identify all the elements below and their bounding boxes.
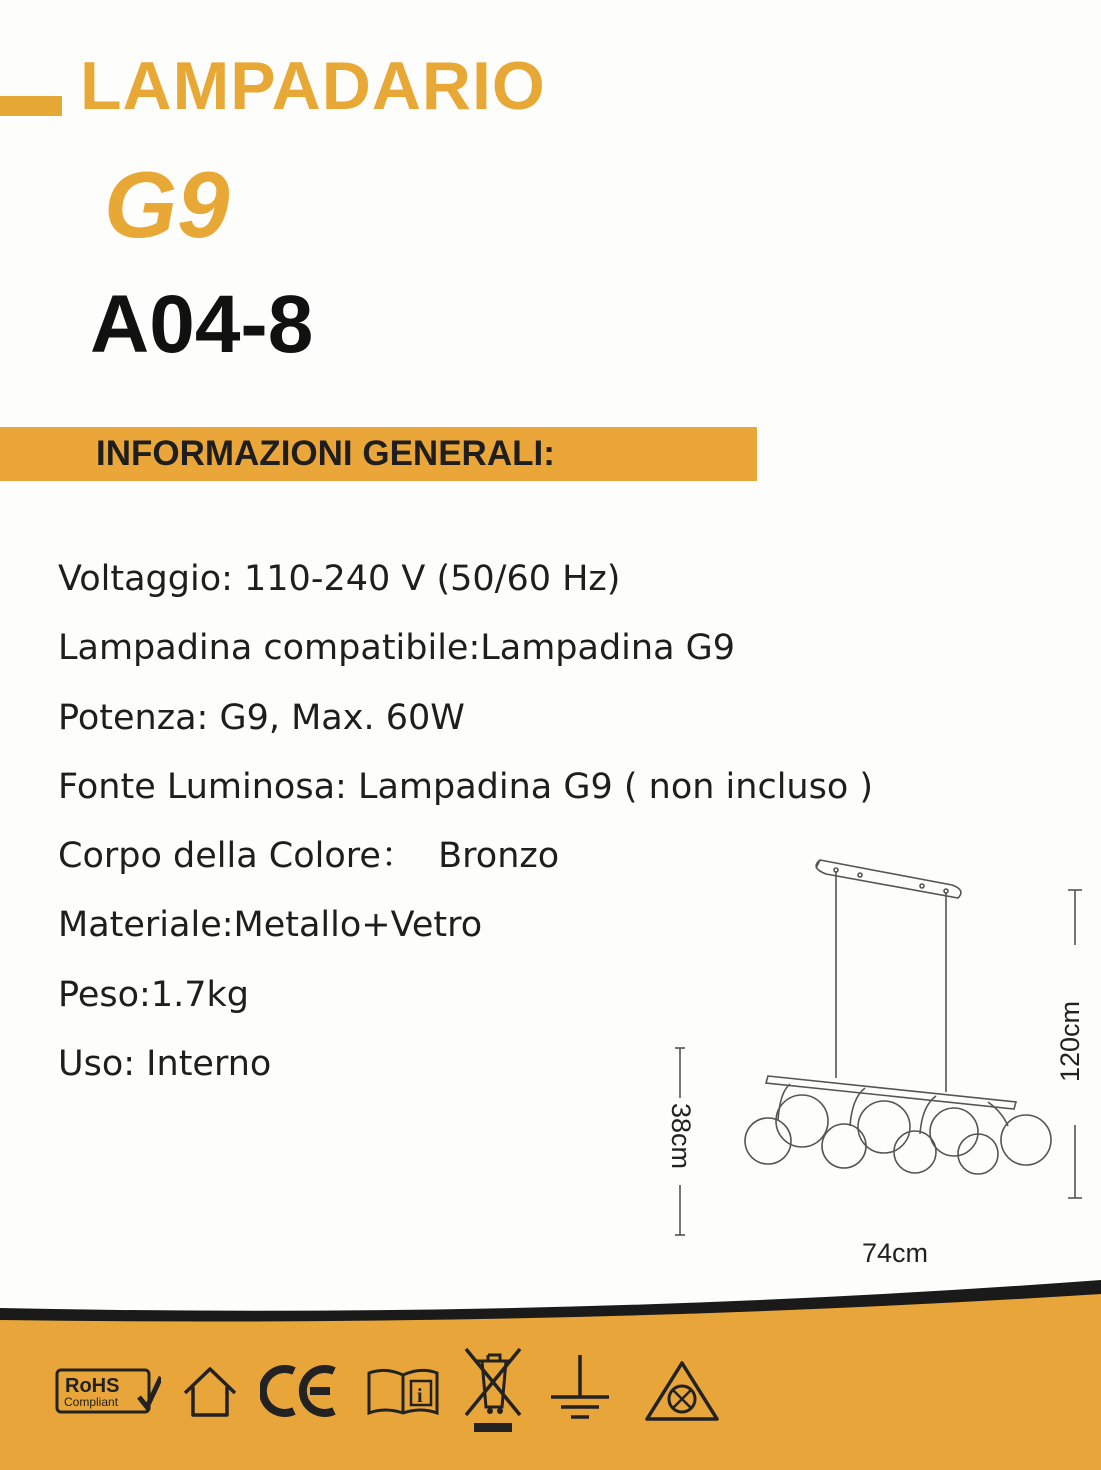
dimension-body-height: 38cm <box>666 1103 696 1170</box>
product-title: LAMPADARIO <box>80 48 546 124</box>
certification-icons <box>55 1345 755 1435</box>
ce-mark-icon <box>260 1361 340 1421</box>
spec-voltage: Voltaggio: 110-240 V (50/60 Hz) <box>58 559 621 599</box>
rohs-icon <box>55 1367 161 1415</box>
chandelier-drawing <box>640 830 1090 1250</box>
dimension-width: 74cm <box>862 1238 929 1268</box>
svg-text:RoHS: RoHS <box>65 1375 120 1397</box>
title-accent-bar <box>0 96 62 116</box>
manual-info-icon <box>365 1365 441 1417</box>
product-subtitle: G9 <box>104 152 230 257</box>
spec-material: Materiale:Metallo+Vetro <box>58 905 483 946</box>
indoor-house-icon <box>180 1363 240 1419</box>
svg-text:Compliant: Compliant <box>64 1395 119 1409</box>
section-title: INFORMAZIONI GENERALI: <box>96 434 555 473</box>
ground-earth-icon <box>545 1353 615 1423</box>
spec-use: Uso: Interno <box>58 1044 272 1085</box>
spec-color: Corpo della Colore： Bronzo <box>58 836 560 877</box>
spec-power: Potenza: G9, Max. 60W <box>58 697 465 738</box>
no-insulation-triangle-icon <box>643 1359 721 1423</box>
svg-text:i: i <box>417 1385 423 1407</box>
model-number: A04-8 <box>90 279 314 370</box>
weee-bin-icon <box>460 1345 526 1435</box>
spec-bulb: Lampadina compatibile:Lampadina G9 <box>58 628 736 669</box>
spec-weight: Peso:1.7kg <box>58 974 249 1015</box>
dimension-total-height: 120cm <box>1055 1000 1085 1082</box>
spec-light-source: Fonte Luminosa: Lampadina G9 ( non incluso ) <box>58 766 874 807</box>
